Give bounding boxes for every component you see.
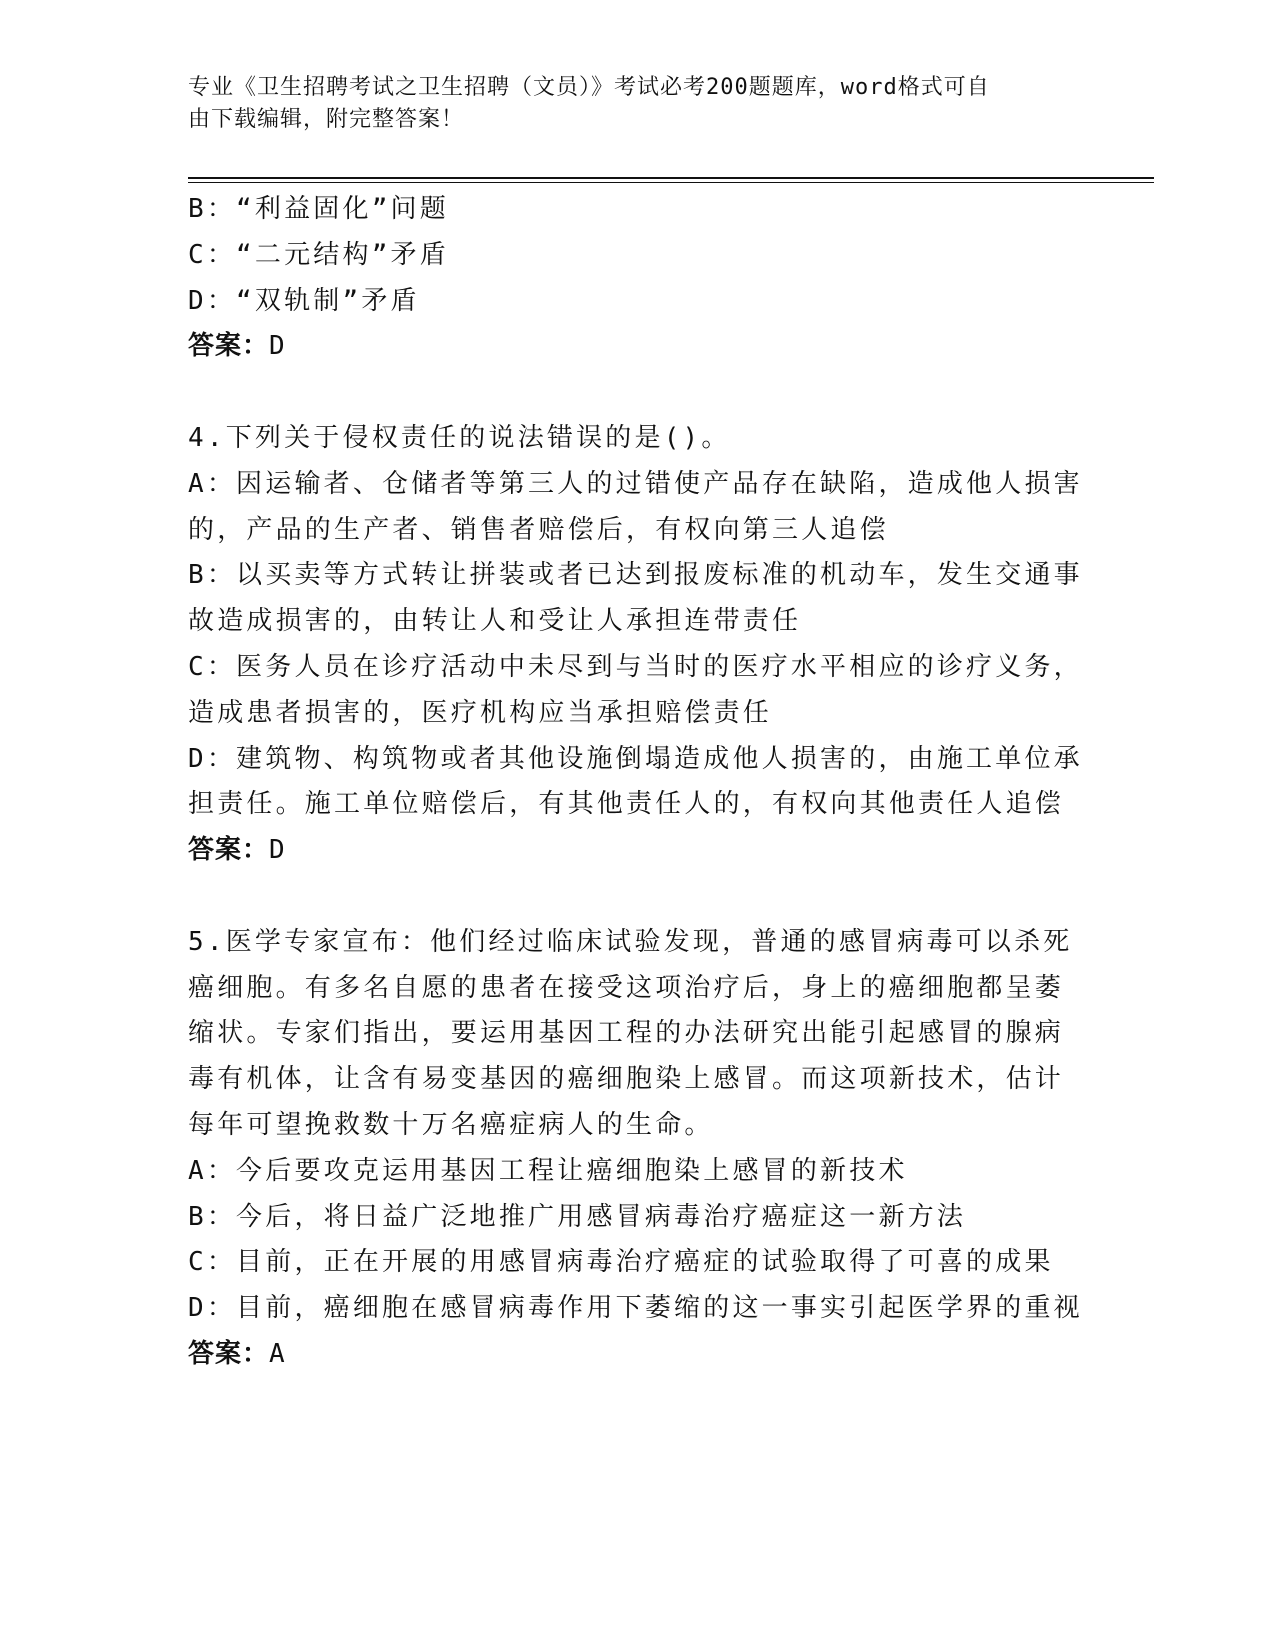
q4-option-c-line-2: 造成患者损害的，医疗机构应当承担赔偿责任	[188, 697, 773, 728]
q3-answer-value: D	[269, 331, 286, 362]
q5-option-a: A：今后要攻克运用基因工程让癌细胞染上感冒的新技术	[188, 1155, 908, 1186]
header-line-2: 由下载编辑，附完整答案！	[188, 107, 465, 132]
q4-option-d-line-1: D：建筑物、构筑物或者其他设施倒塌造成他人损害的，由施工单位承	[188, 743, 1083, 774]
q4-option-b-line-2: 故造成损害的，由转让人和受让人承担连带责任	[188, 606, 802, 637]
document-header	[188, 72, 1068, 136]
header-line-1: 专业《卫生招聘考试之卫生招聘（文员）》考试必考200题题库，word格式可自	[188, 75, 990, 100]
q4-answer-label: 答案：	[188, 835, 270, 866]
q5-question-line-3: 缩状。专家们指出，要运用基因工程的办法研究出能引起感冒的腺病	[188, 1018, 1065, 1049]
q4-option-b-line-1: B：以买卖等方式转让拼装或者已达到报废标准的机动车，发生交通事	[188, 560, 1083, 591]
q5-answer-label: 答案：	[188, 1338, 270, 1369]
q5-option-c: C：目前，正在开展的用感冒病毒治疗癌症的试验取得了可喜的成果	[188, 1247, 1054, 1278]
q5-answer-value: A	[269, 1338, 286, 1369]
q5-option-d: D：目前，癌细胞在感冒病毒作用下萎缩的这一事实引起医学界的重视	[188, 1293, 1083, 1324]
question-5-block	[188, 920, 1088, 1378]
q3-option-d: D：“双轨制”矛盾	[188, 285, 420, 316]
header-rule-thin	[188, 182, 1154, 183]
q5-answer	[188, 1332, 1088, 1378]
q3-answer	[188, 324, 1088, 370]
spacer	[188, 370, 1088, 416]
q5-question-line-4: 毒有机体，让含有易变基因的癌细胞染上感冒。而这项新技术，估计	[188, 1064, 1065, 1095]
spacer	[188, 874, 1088, 920]
q3-option-b: B：“利益固化”问题	[188, 194, 449, 224]
q3-option-c: C：“二元结构”矛盾	[188, 239, 449, 270]
header-rule-thick	[188, 177, 1154, 179]
question-4-block	[188, 416, 1088, 874]
q4-option-d-line-2: 担责任。施工单位赔偿后，有其他责任人的，有权向其他责任人追偿	[188, 789, 1065, 820]
q3-answer-label: 答案：	[188, 331, 270, 362]
q4-question: 4.下列关于侵权责任的说法错误的是()。	[188, 422, 731, 453]
q5-question-line-5: 每年可望挽救数十万名癌症病人的生命。	[188, 1109, 714, 1140]
q4-answer-value: D	[269, 835, 286, 866]
q5-question-line-1: 5.医学专家宣布：他们经过临床试验发现，普通的感冒病毒可以杀死	[188, 926, 1073, 957]
q4-option-a-line-2: 的，产品的生产者、销售者赔偿后，有权向第三人追偿	[188, 514, 889, 545]
q5-option-b: B：今后，将日益广泛地推广用感冒病毒治疗癌症这一新方法	[188, 1201, 967, 1232]
q4-option-a-line-1: A：因运输者、仓储者等第三人的过错使产品存在缺陷，造成他人损害	[188, 468, 1083, 499]
q4-answer	[188, 828, 1088, 874]
q5-question-line-2: 癌细胞。有多名自愿的患者在接受这项治疗后，身上的癌细胞都呈萎	[188, 972, 1065, 1003]
document-body	[188, 187, 1088, 1378]
question-3-block	[188, 187, 1088, 370]
q4-option-c-line-1: C：医务人员在诊疗活动中未尽到与当时的医疗水平相应的诊疗义务，	[188, 651, 1083, 682]
